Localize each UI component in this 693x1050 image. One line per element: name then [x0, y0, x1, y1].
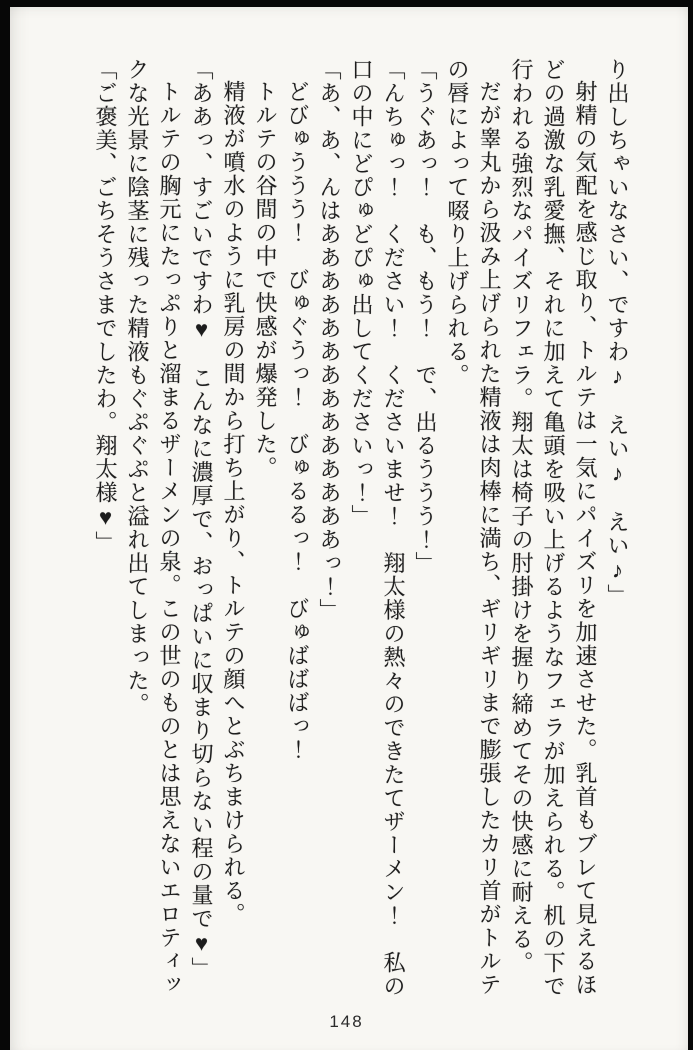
text-line: だが睾丸から汲み上げられた精液は肉棒に満ち、ギリギリまで膨張したカリ首がトルテ [477, 80, 502, 997]
text-line: の唇によって啜り上げられる。 [445, 58, 470, 387]
page-edge-left [0, 0, 10, 1050]
text-line: 行われる強烈なパイズリフェラ。翔太は椅子の肘掛けを握り締めてその快感に耐える。 [509, 58, 534, 975]
text-line: り出しちゃいなさい、ですわ♪ えい♪ えい♪」 [605, 58, 630, 608]
text-line: トルテの胸元にたっぷりと溜まるザーメンの泉。この世のものとは思えないエロティッ [157, 80, 182, 997]
body-text [89, 58, 633, 1000]
text-line: 口の中にどぴゅどぴゅ出してくださいっ！」 [349, 58, 374, 528]
text-line: どびゅううう！ びゅぐうっ！ びゅるるっ！ びゅばばばっ！ [285, 80, 310, 762]
text-line: 「んちゅっ！ ください！ くださいませ！ 翔太様の熱々のできたてザーメン！ 私の [381, 58, 406, 998]
page-number: 148 [329, 1012, 364, 1031]
page-edge-right [688, 0, 693, 1050]
text-line: どの過激な乳愛撫、それに加えて亀頭を吸い上げるようなフェラが加えられる。机の下で [541, 58, 566, 998]
text-line: 「あ、あ、んはああああああああああああああっ！」 [317, 58, 342, 622]
text-line: 「ああっ、すごいですわ♥ こんなに濃厚で、おっぱいに収まり切らない程の量で♥」 [189, 58, 214, 981]
text-line: クな光景に陰茎に残った精液もぐぷぐぷと溢れ出てしまった。 [125, 58, 150, 716]
page-edge-top [0, 0, 693, 7]
text-line: トルテの谷間の中で快感が爆発した。 [253, 80, 278, 480]
text-line: 射精の気配を感じ取り、トルテは一気にパイズリを加速させた。乳首もブレて見えるほ [573, 80, 598, 997]
text-line: 「ご褒美、ごちそうさまでしたわ。翔太様♥」 [93, 58, 118, 555]
text-line: 精液が噴水のように乳房の間から打ち上がり、トルテの顔へとぶちまけられる。 [221, 80, 246, 926]
text-line: 「うぐあっ！ も、もう！ で、出るううう！」 [413, 58, 438, 575]
